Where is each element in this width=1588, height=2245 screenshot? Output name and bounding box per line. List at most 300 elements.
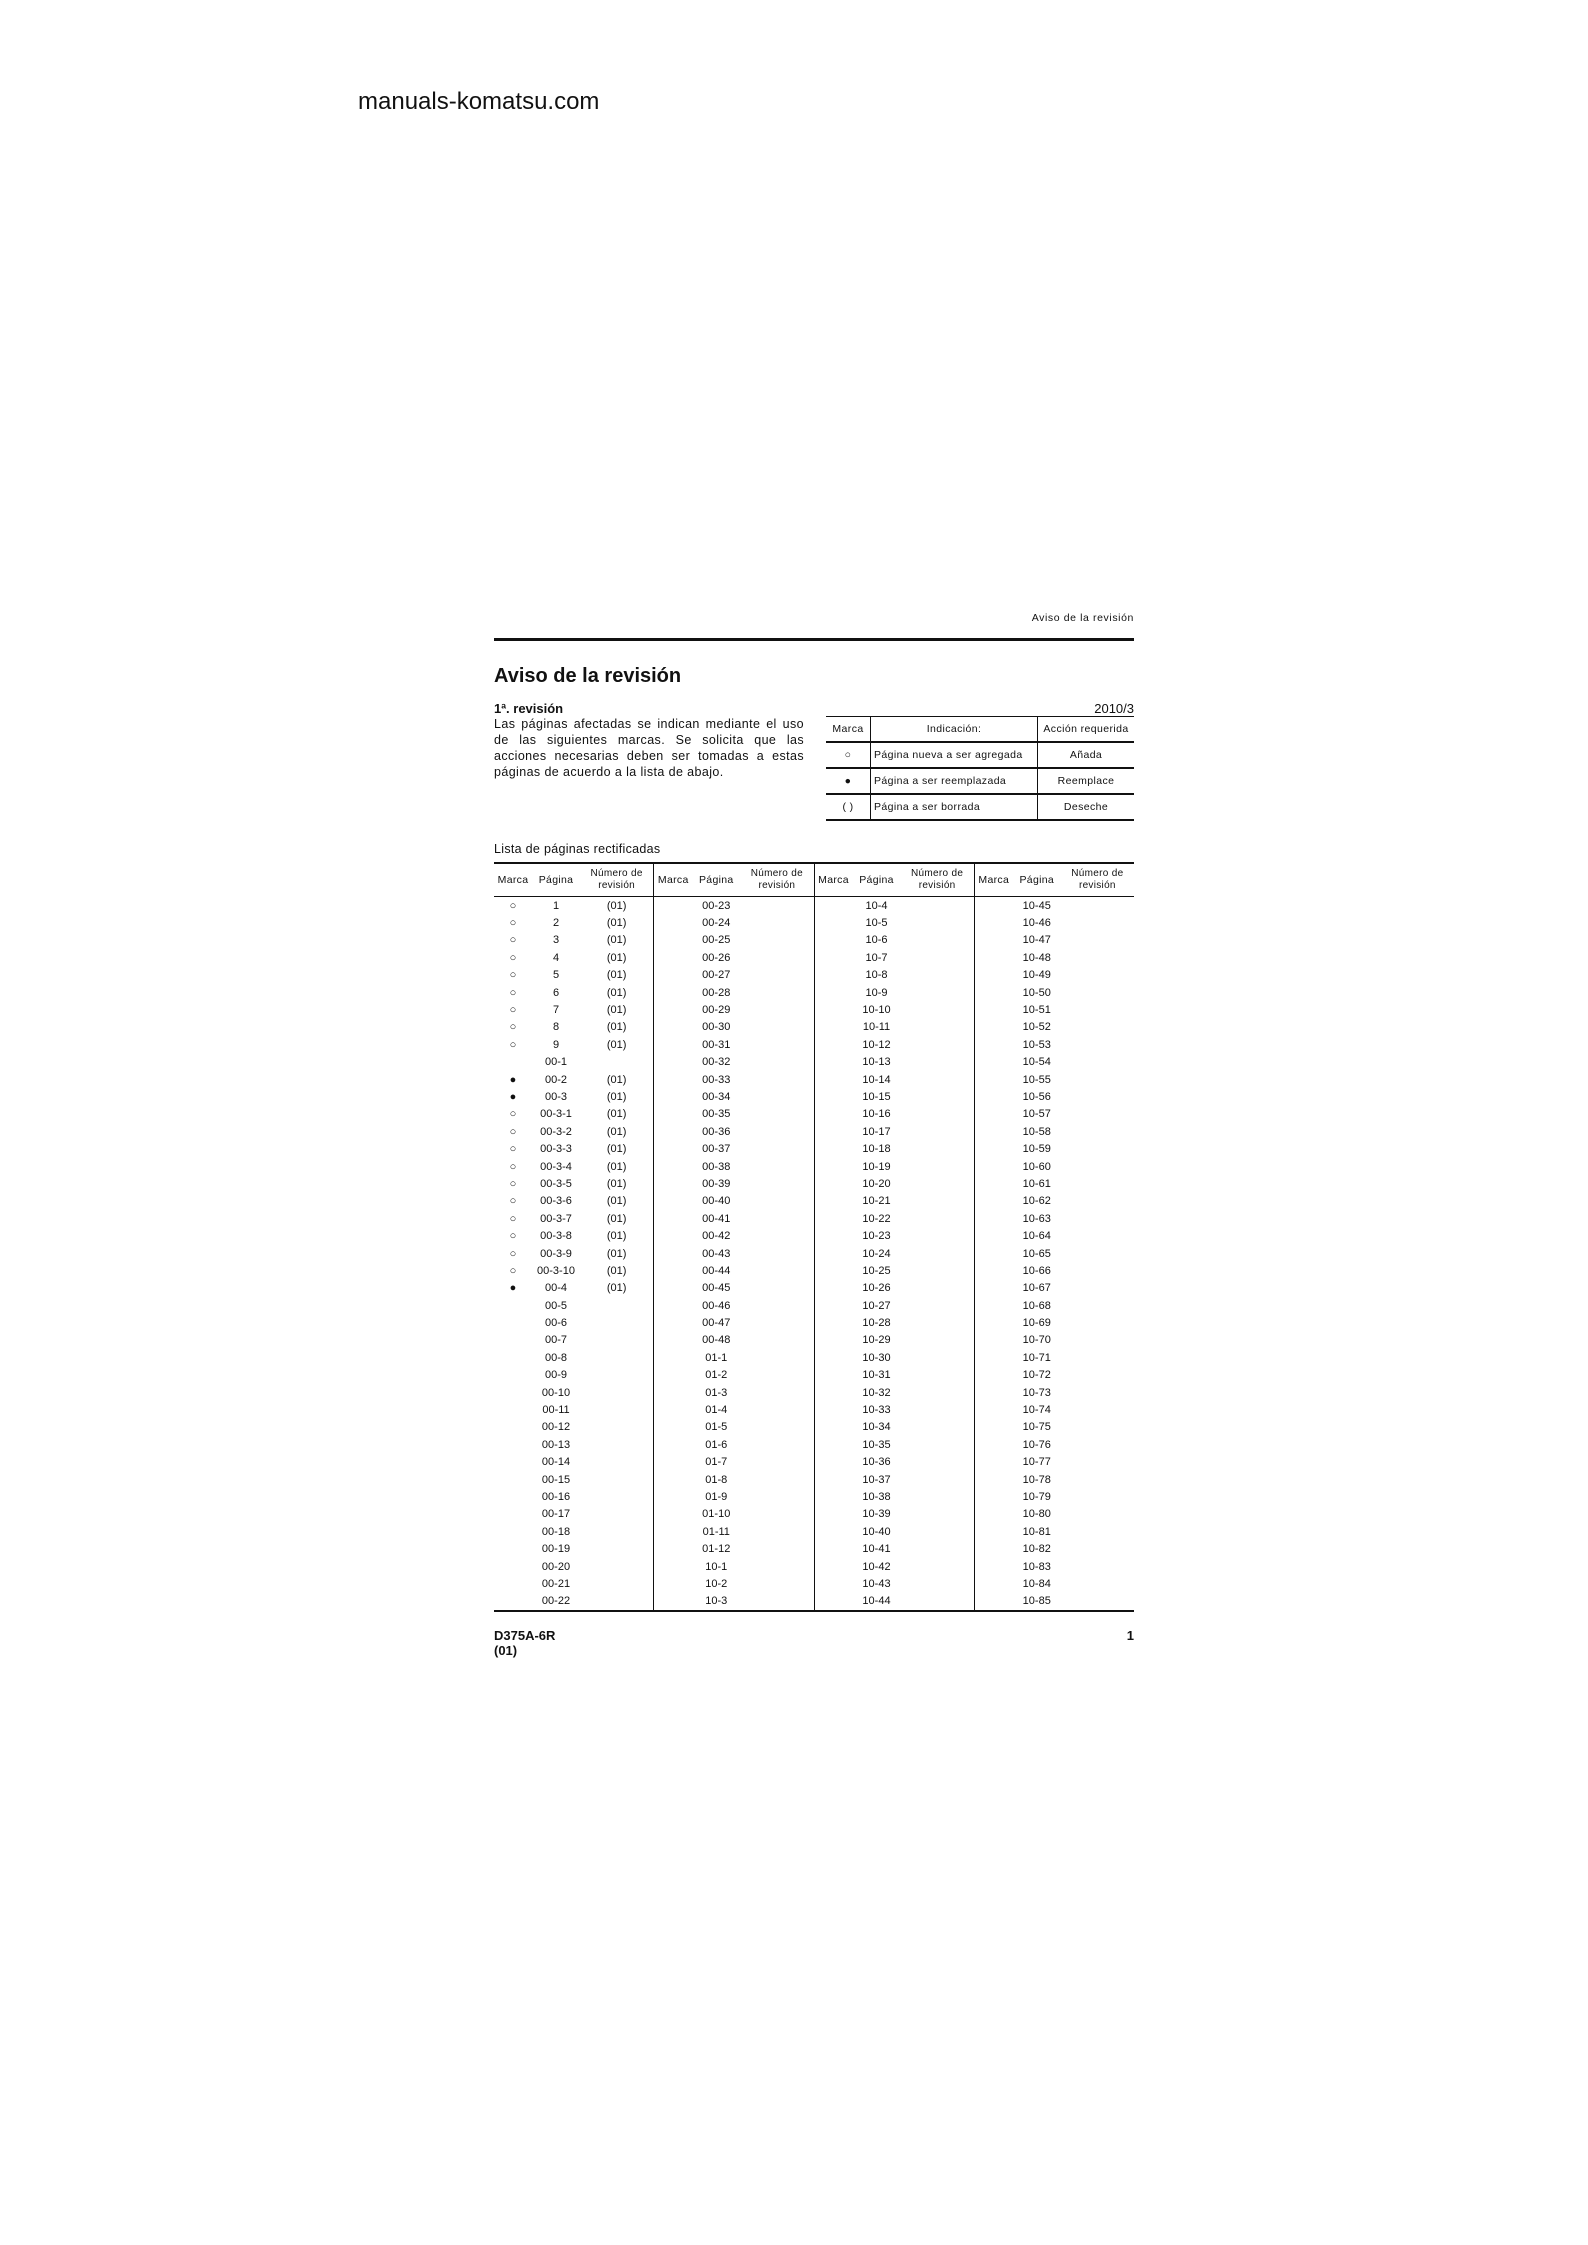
revision-row bbox=[494, 700, 1134, 716]
table-row bbox=[975, 1158, 1134, 1175]
page-cell: 00-26 bbox=[702, 951, 731, 964]
page-cell: 10-71 bbox=[1022, 1351, 1051, 1364]
table-row bbox=[494, 1401, 653, 1418]
table-row bbox=[654, 1071, 813, 1088]
page-cell: 01-10 bbox=[702, 1508, 731, 1521]
table-row bbox=[494, 1314, 653, 1331]
page-cell: 10-25 bbox=[862, 1264, 891, 1277]
table-row bbox=[654, 1454, 813, 1471]
page-cell: 10-18 bbox=[862, 1143, 891, 1156]
header-page: Página bbox=[538, 874, 574, 886]
page-cell: 10-56 bbox=[1022, 1090, 1051, 1103]
table-row bbox=[815, 1280, 974, 1297]
page-cell: 10-13 bbox=[862, 1056, 891, 1069]
table-row bbox=[654, 1575, 813, 1592]
table-row bbox=[815, 1106, 974, 1123]
page-cell: 00-3-1 bbox=[540, 1108, 572, 1121]
mark-cell: ○ bbox=[509, 1125, 517, 1138]
table-row bbox=[815, 1001, 974, 1018]
column-header bbox=[654, 864, 813, 897]
table-row bbox=[494, 949, 653, 966]
table-row bbox=[975, 914, 1134, 931]
revision-notice-page bbox=[494, 612, 1134, 1612]
table-row bbox=[815, 1575, 974, 1592]
table-row bbox=[975, 1367, 1134, 1384]
page-cell: 10-52 bbox=[1022, 1021, 1051, 1034]
revision-cell: (01) bbox=[606, 1125, 627, 1138]
page-cell: 00-10 bbox=[541, 1386, 571, 1399]
revision-cell: (01) bbox=[606, 1160, 627, 1173]
page-cell: 10-28 bbox=[862, 1317, 891, 1330]
legend-header-action: Acción requerida bbox=[1038, 717, 1135, 743]
revision-cell: (01) bbox=[606, 951, 627, 964]
table-row bbox=[654, 1297, 813, 1314]
page-cell: 01-8 bbox=[705, 1473, 728, 1486]
page-cell: 10-78 bbox=[1022, 1473, 1051, 1486]
page-cell: 01-5 bbox=[705, 1421, 728, 1434]
page-cell: 00-27 bbox=[702, 969, 731, 982]
page-cell: 01-9 bbox=[705, 1490, 728, 1503]
page-cell: 10-75 bbox=[1022, 1421, 1051, 1434]
page-cell: 00-14 bbox=[541, 1456, 571, 1469]
table-row bbox=[815, 1019, 974, 1036]
table-row bbox=[975, 1558, 1134, 1575]
table-row bbox=[654, 1088, 813, 1105]
page-cell: 00-32 bbox=[702, 1056, 731, 1069]
table-row bbox=[975, 1123, 1134, 1140]
table-row bbox=[975, 1262, 1134, 1279]
page-cell: 10-12 bbox=[862, 1038, 891, 1051]
page-cell: 10-23 bbox=[862, 1230, 891, 1243]
page-cell: 00-17 bbox=[541, 1508, 571, 1521]
table-row bbox=[654, 1193, 813, 1210]
page-cell: 00-29 bbox=[702, 1004, 731, 1017]
page-cell: 10-65 bbox=[1022, 1247, 1051, 1260]
table-row bbox=[815, 1540, 974, 1557]
mark-cell: ○ bbox=[509, 1247, 517, 1260]
table-row bbox=[975, 1071, 1134, 1088]
table-row bbox=[494, 984, 653, 1001]
page-cell: 00-3-7 bbox=[540, 1212, 572, 1225]
legend-row-replace bbox=[826, 768, 1134, 794]
table-row bbox=[494, 1471, 653, 1488]
page-cell: 00-19 bbox=[541, 1543, 571, 1556]
page-cell: 00-3-10 bbox=[537, 1264, 575, 1277]
table-row bbox=[815, 1314, 974, 1331]
table-row bbox=[815, 1123, 974, 1140]
table-row bbox=[975, 1471, 1134, 1488]
table-row bbox=[654, 932, 813, 949]
page-cell: 10-72 bbox=[1022, 1369, 1051, 1382]
page-cell: 10-2 bbox=[705, 1577, 728, 1590]
mark-cell: ○ bbox=[509, 986, 517, 999]
table-row bbox=[815, 1088, 974, 1105]
page-cell: 00-31 bbox=[702, 1038, 731, 1051]
page-cell: 00-45 bbox=[702, 1282, 731, 1295]
page-cell: 10-68 bbox=[1022, 1299, 1051, 1312]
table-row bbox=[654, 1506, 813, 1523]
legend-action: Deseche bbox=[1038, 794, 1135, 820]
page-cell: 01-3 bbox=[705, 1386, 728, 1399]
page-cell: 10-77 bbox=[1022, 1456, 1051, 1469]
mark-cell: ○ bbox=[509, 934, 517, 947]
table-row bbox=[654, 1488, 813, 1505]
legend-indication: Página a ser borrada bbox=[871, 794, 1038, 820]
page-cell: 10-30 bbox=[862, 1351, 891, 1364]
table-row bbox=[494, 967, 653, 984]
page-cell: 10-26 bbox=[862, 1282, 891, 1295]
page-cell: 01-4 bbox=[705, 1404, 728, 1417]
table-row bbox=[975, 1506, 1134, 1523]
page-cell: 00-37 bbox=[702, 1143, 731, 1156]
page-cell: 10-17 bbox=[862, 1125, 891, 1138]
column-header bbox=[815, 864, 974, 897]
page-cell: 01-2 bbox=[705, 1369, 728, 1382]
page-cell: 10-7 bbox=[865, 951, 888, 964]
page-cell: 00-30 bbox=[702, 1021, 731, 1034]
table-row bbox=[654, 1245, 813, 1262]
page-cell: 00-3-6 bbox=[540, 1195, 572, 1208]
page-cell: 10-40 bbox=[862, 1525, 891, 1538]
page-cell: 10-19 bbox=[862, 1160, 891, 1173]
page-cell: 10-6 bbox=[865, 934, 888, 947]
mark-cell: ○ bbox=[509, 1160, 517, 1173]
page-cell: 10-36 bbox=[862, 1456, 891, 1469]
table-row bbox=[494, 1210, 653, 1227]
revision-cell: (01) bbox=[606, 934, 627, 947]
revision-cell: (01) bbox=[606, 899, 627, 912]
table-row bbox=[654, 1106, 813, 1123]
table-row bbox=[494, 1019, 653, 1036]
table-row bbox=[654, 1349, 813, 1366]
table-row bbox=[494, 1367, 653, 1384]
table-row bbox=[975, 1054, 1134, 1071]
table-row bbox=[494, 1419, 653, 1436]
legend-header-row bbox=[826, 717, 1134, 743]
page-cell: 10-80 bbox=[1022, 1508, 1051, 1521]
model-code: D375A-6R bbox=[494, 1628, 556, 1643]
table-row bbox=[494, 1175, 653, 1192]
table-row bbox=[815, 1506, 974, 1523]
page-cell: 00-28 bbox=[702, 986, 731, 999]
page-cell: 10-76 bbox=[1022, 1438, 1051, 1451]
page-cell: 10-31 bbox=[862, 1369, 891, 1382]
page-cell: 10-57 bbox=[1022, 1108, 1051, 1121]
table-row bbox=[975, 1140, 1134, 1157]
page-cell: 10-63 bbox=[1022, 1212, 1051, 1225]
table-row bbox=[654, 984, 813, 1001]
page-cell: 3 bbox=[552, 934, 560, 947]
mark-cell: ○ bbox=[509, 917, 517, 930]
page-cell: 10-4 bbox=[865, 899, 888, 912]
page-cell: 10-5 bbox=[865, 917, 888, 930]
page-cell: 10-11 bbox=[862, 1021, 891, 1034]
table-row bbox=[815, 1523, 974, 1540]
legend-indication: Página a ser reemplazada bbox=[871, 768, 1038, 794]
intro-section bbox=[494, 716, 1134, 840]
table-row bbox=[815, 1175, 974, 1192]
table-row bbox=[494, 897, 653, 914]
page-cell: 10-22 bbox=[862, 1212, 891, 1225]
table-row bbox=[654, 1036, 813, 1053]
table-row bbox=[654, 1558, 813, 1575]
table-row bbox=[975, 1575, 1134, 1592]
page-cell: 10-53 bbox=[1022, 1038, 1051, 1051]
table-row bbox=[975, 1349, 1134, 1366]
page-cell: 10-83 bbox=[1022, 1560, 1051, 1573]
revision-cell: (01) bbox=[606, 1038, 627, 1051]
legend-header-mark: Marca bbox=[826, 717, 871, 743]
table-row bbox=[975, 1488, 1134, 1505]
table-row bbox=[815, 1593, 974, 1610]
table-row bbox=[815, 1558, 974, 1575]
table-row bbox=[654, 1140, 813, 1157]
page-cell: 10-64 bbox=[1022, 1230, 1051, 1243]
page-cell: 00-20 bbox=[541, 1560, 571, 1573]
table-row bbox=[815, 1036, 974, 1053]
page-cell: 5 bbox=[552, 969, 560, 982]
revision-cell: (01) bbox=[606, 1195, 627, 1208]
page-cell: 10-46 bbox=[1022, 917, 1051, 930]
table-row bbox=[815, 1227, 974, 1244]
table-row bbox=[975, 984, 1134, 1001]
page-cell: 10-84 bbox=[1022, 1577, 1051, 1590]
revision-cell: (01) bbox=[606, 1004, 627, 1017]
column-header bbox=[975, 864, 1134, 897]
table-row bbox=[975, 949, 1134, 966]
table-row bbox=[815, 914, 974, 931]
table-row bbox=[654, 1054, 813, 1071]
table-row bbox=[815, 1471, 974, 1488]
revision-cell: (01) bbox=[606, 917, 627, 930]
header-page: Página bbox=[699, 874, 734, 886]
page-cell: 10-73 bbox=[1022, 1386, 1051, 1399]
page-cell: 00-8 bbox=[544, 1351, 568, 1364]
page-cell: 00-42 bbox=[702, 1230, 731, 1243]
revision-cell: (01) bbox=[606, 1090, 627, 1103]
page-cell: 01-12 bbox=[702, 1543, 731, 1556]
legend-action: Añada bbox=[1038, 742, 1135, 768]
page-cell: 10-33 bbox=[862, 1404, 891, 1417]
header-mark: Marca bbox=[497, 874, 529, 886]
page-cell: 00-34 bbox=[702, 1090, 731, 1103]
table-row bbox=[975, 1540, 1134, 1557]
filled-circle-icon: ● bbox=[826, 768, 871, 794]
table-row bbox=[975, 1297, 1134, 1314]
page-cell: 00-33 bbox=[702, 1073, 731, 1086]
header-mark: Marca bbox=[657, 874, 689, 886]
table-row bbox=[975, 1019, 1134, 1036]
page-cell: 00-40 bbox=[702, 1195, 731, 1208]
revision-date: 2010/3 bbox=[1094, 701, 1134, 716]
open-circle-icon: ○ bbox=[826, 742, 871, 768]
table-row bbox=[654, 967, 813, 984]
page-cell: 10-42 bbox=[862, 1560, 891, 1573]
page-cell: 10-70 bbox=[1022, 1334, 1051, 1347]
table-row bbox=[975, 1088, 1134, 1105]
page-cell: 7 bbox=[552, 1004, 560, 1017]
page-cell: 00-36 bbox=[702, 1125, 731, 1138]
page-cell: 00-11 bbox=[542, 1404, 570, 1417]
page-cell: 10-45 bbox=[1022, 899, 1051, 912]
table-row bbox=[654, 1019, 813, 1036]
table-row bbox=[494, 1071, 653, 1088]
legend-row-delete bbox=[826, 794, 1134, 820]
header-mark: Marca bbox=[978, 874, 1010, 886]
revision-cell: (01) bbox=[606, 1021, 627, 1034]
table-row bbox=[654, 1332, 813, 1349]
table-row bbox=[494, 914, 653, 931]
table-row bbox=[494, 1088, 653, 1105]
page-cell: 10-58 bbox=[1022, 1125, 1051, 1138]
revision-cell: (01) bbox=[606, 1212, 627, 1225]
table-row bbox=[975, 1106, 1134, 1123]
table-row bbox=[654, 1314, 813, 1331]
table-row bbox=[494, 1140, 653, 1157]
page-cell: 2 bbox=[552, 917, 560, 930]
table-row bbox=[494, 1297, 653, 1314]
table-row bbox=[654, 1540, 813, 1557]
page-cell: 01-6 bbox=[705, 1438, 728, 1451]
table-row bbox=[815, 949, 974, 966]
legend-action: Reemplace bbox=[1038, 768, 1135, 794]
table-row bbox=[494, 1488, 653, 1505]
parentheses-icon: ( ) bbox=[826, 794, 871, 820]
page-cell: 00-3 bbox=[544, 1090, 568, 1103]
table-row bbox=[494, 1001, 653, 1018]
table-row bbox=[654, 914, 813, 931]
page-cell: 00-3-3 bbox=[540, 1143, 572, 1156]
table-row bbox=[975, 1593, 1134, 1610]
page-cell: 10-27 bbox=[862, 1299, 891, 1312]
table-row bbox=[654, 1436, 813, 1453]
page-cell: 10-39 bbox=[862, 1508, 891, 1521]
revision-cell: (01) bbox=[606, 1247, 627, 1260]
header-page: Página bbox=[859, 874, 894, 886]
table-row bbox=[815, 1054, 974, 1071]
page-cell: 10-79 bbox=[1022, 1490, 1051, 1503]
page-cell: 10-59 bbox=[1022, 1143, 1051, 1156]
table-row bbox=[654, 1280, 813, 1297]
header-revision: Número de revisión bbox=[911, 868, 964, 891]
page-cell: 00-46 bbox=[702, 1299, 731, 1312]
page-cell: 00-2 bbox=[544, 1073, 568, 1086]
table-row bbox=[654, 1210, 813, 1227]
table-row bbox=[654, 1227, 813, 1244]
page-cell: 00-43 bbox=[702, 1247, 731, 1260]
page-cell: 10-21 bbox=[862, 1195, 891, 1208]
rectified-pages-table bbox=[494, 862, 1134, 1612]
table-row bbox=[975, 1245, 1134, 1262]
table-row bbox=[975, 1436, 1134, 1453]
table-row bbox=[975, 1523, 1134, 1540]
table-row bbox=[815, 1071, 974, 1088]
mark-cell: ○ bbox=[509, 1021, 517, 1034]
table-row bbox=[815, 1210, 974, 1227]
table-row bbox=[494, 1575, 653, 1592]
table-row bbox=[815, 1488, 974, 1505]
mark-cell: ● bbox=[509, 1282, 517, 1295]
table-row bbox=[494, 1558, 653, 1575]
page-cell: 00-35 bbox=[702, 1108, 731, 1121]
table-row bbox=[494, 1054, 653, 1071]
revision-cell: (01) bbox=[606, 986, 627, 999]
table-row bbox=[654, 1401, 813, 1418]
table-row bbox=[494, 1540, 653, 1557]
page-cell: 10-41 bbox=[862, 1543, 891, 1556]
page-number: 1 bbox=[1126, 1628, 1134, 1643]
table-row bbox=[494, 1506, 653, 1523]
page-cell: 10-82 bbox=[1022, 1543, 1051, 1556]
page-cell: 00-47 bbox=[702, 1317, 731, 1330]
table-row bbox=[494, 1454, 653, 1471]
page-cell: 00-1 bbox=[544, 1056, 568, 1069]
page-cell: 10-3 bbox=[705, 1595, 728, 1608]
table-row bbox=[815, 1401, 974, 1418]
revision-cell: (01) bbox=[606, 969, 627, 982]
mark-cell: ○ bbox=[509, 969, 517, 982]
site-watermark: manuals-komatsu.com bbox=[358, 88, 600, 115]
page-cell: 10-15 bbox=[862, 1090, 891, 1103]
page-cell: 10-10 bbox=[862, 1004, 891, 1017]
table-row bbox=[975, 932, 1134, 949]
revision-cell: (01) bbox=[606, 1177, 627, 1190]
page-cell: 10-44 bbox=[862, 1595, 891, 1608]
revision-label: 1ª. revisión bbox=[494, 701, 564, 716]
table-row bbox=[975, 967, 1134, 984]
page-cell: 00-13 bbox=[541, 1438, 571, 1451]
revision-cell: (01) bbox=[606, 1143, 627, 1156]
page-cell: 00-18 bbox=[541, 1525, 571, 1538]
page-cell: 00-4 bbox=[544, 1282, 568, 1295]
table-row bbox=[815, 1193, 974, 1210]
page-cell: 00-12 bbox=[541, 1421, 571, 1434]
table-row bbox=[815, 1436, 974, 1453]
column-header bbox=[494, 864, 653, 897]
page-cell: 10-43 bbox=[862, 1577, 891, 1590]
table-row bbox=[815, 1332, 974, 1349]
table-row bbox=[815, 1245, 974, 1262]
legend-row-new bbox=[826, 742, 1134, 768]
table-row bbox=[975, 1332, 1134, 1349]
page-cell: 01-11 bbox=[702, 1525, 730, 1538]
page-cell: 10-67 bbox=[1022, 1282, 1051, 1295]
page-cell: 10-16 bbox=[862, 1108, 891, 1121]
table-row bbox=[815, 967, 974, 984]
page-cell: 10-14 bbox=[862, 1073, 891, 1086]
table-row bbox=[815, 1454, 974, 1471]
table-row bbox=[975, 1314, 1134, 1331]
header-page: Página bbox=[1019, 874, 1054, 886]
table-row bbox=[654, 1158, 813, 1175]
table-row bbox=[654, 1419, 813, 1436]
table-row bbox=[815, 984, 974, 1001]
page-cell: 10-35 bbox=[862, 1438, 891, 1451]
pages-column-3 bbox=[814, 864, 974, 1610]
page-cell: 10-62 bbox=[1022, 1195, 1051, 1208]
table-row bbox=[815, 1158, 974, 1175]
mark-cell: ○ bbox=[509, 1108, 517, 1121]
page-cell: 6 bbox=[552, 986, 560, 999]
table-row bbox=[975, 1280, 1134, 1297]
mark-cell: ○ bbox=[509, 1177, 517, 1190]
table-row bbox=[815, 1297, 974, 1314]
page-cell: 8 bbox=[552, 1021, 560, 1034]
header-revision: Número de revisión bbox=[590, 868, 643, 891]
page-cell: 00-48 bbox=[702, 1334, 731, 1347]
page-cell: 10-34 bbox=[862, 1421, 891, 1434]
legend-table bbox=[826, 716, 1134, 821]
